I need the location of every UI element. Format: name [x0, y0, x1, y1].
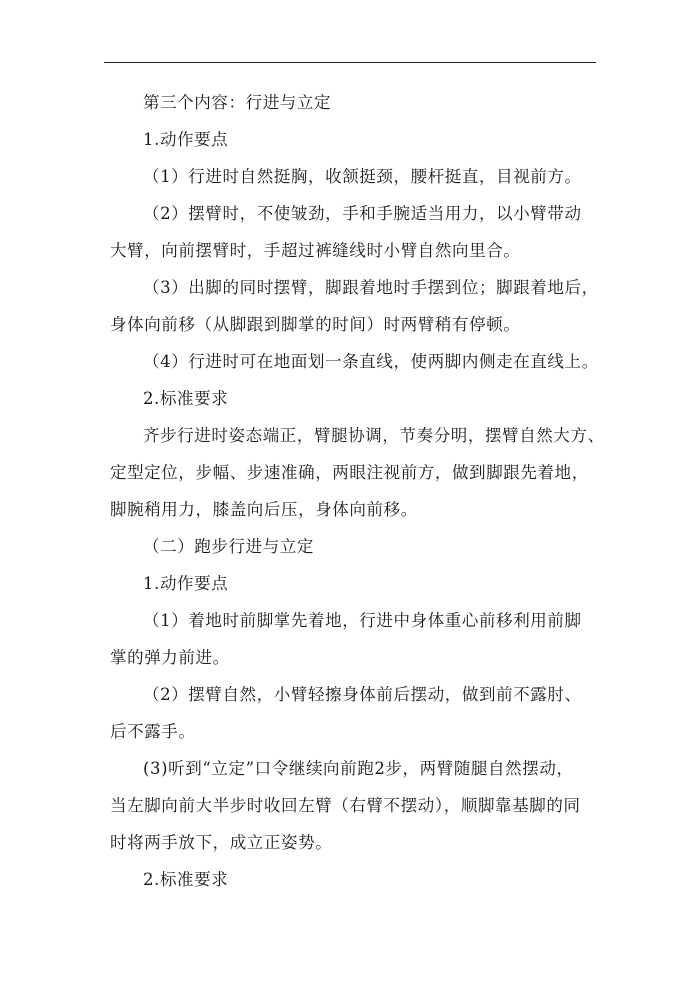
- heading-standard-requirements: 2.标准要求: [143, 389, 229, 408]
- run-point-1-line-1: （1）着地时前脚掌先着地，行进中身体重心前移利用前脚: [143, 611, 582, 630]
- standard-line-2: 定型定位，步幅、步速准确，两眼注视前方，做到脚跟先着地，: [110, 463, 589, 482]
- standard-line-1: 齐步行进时姿态端正，臂腿协调，节奏分明，摆臂自然大方、: [143, 426, 605, 445]
- run-point-1-line-2: 掌的弹力前进。: [110, 648, 230, 667]
- run-point-3-line-1: (3)听到“立定”口令继续向前跑2步，两臂随腿自然摆动，: [143, 759, 574, 778]
- paragraph-3-line-1: （3）出脚的同时摆臂，脚跟着地时手摆到位；脚跟着地后，: [143, 278, 599, 297]
- paragraph-2-line-2: 大臂，向前摆臂时，手超过裤缝线时小臂自然向里合。: [110, 241, 521, 260]
- header-rule: [104, 62, 596, 63]
- heading-standard-requirements-2: 2.标准要求: [143, 870, 229, 889]
- heading-action-points: 1.动作要点: [143, 130, 229, 149]
- paragraph-4: （4）行进时可在地面划一条直线，使两脚内侧走在直线上。: [143, 352, 599, 371]
- paragraph-1: （1）行进时自然挺胸，收颔挺颈，腰杆挺直，目视前方。: [143, 167, 582, 186]
- paragraph-3-line-2: 身体向前移（从脚跟到脚掌的时间）时两臂稍有停顿。: [110, 315, 521, 334]
- run-point-2-line-2: 后不露手。: [110, 722, 196, 741]
- run-point-3-line-2: 当左脚向前大半步时收回左臂（右臂不摆动），顺脚靠基脚的同: [110, 796, 581, 815]
- run-point-2-line-1: （2）摆臂自然，小臂轻擦身体前后摆动，做到前不露肘、: [143, 685, 582, 704]
- standard-line-3: 脚腕稍用力，膝盖向后压，身体向前移。: [110, 500, 418, 519]
- section-title: 第三个内容：行进与立定: [143, 93, 332, 112]
- run-point-3-line-3: 时将两手放下，成立正姿势。: [110, 833, 333, 852]
- subsection-title: （二）跑步行进与立定: [143, 537, 314, 556]
- paragraph-2-line-1: （2）摆臂时，不使皱劲，手和手腕适当用力，以小臂带动: [143, 204, 582, 223]
- heading-action-points-2: 1.动作要点: [143, 574, 229, 593]
